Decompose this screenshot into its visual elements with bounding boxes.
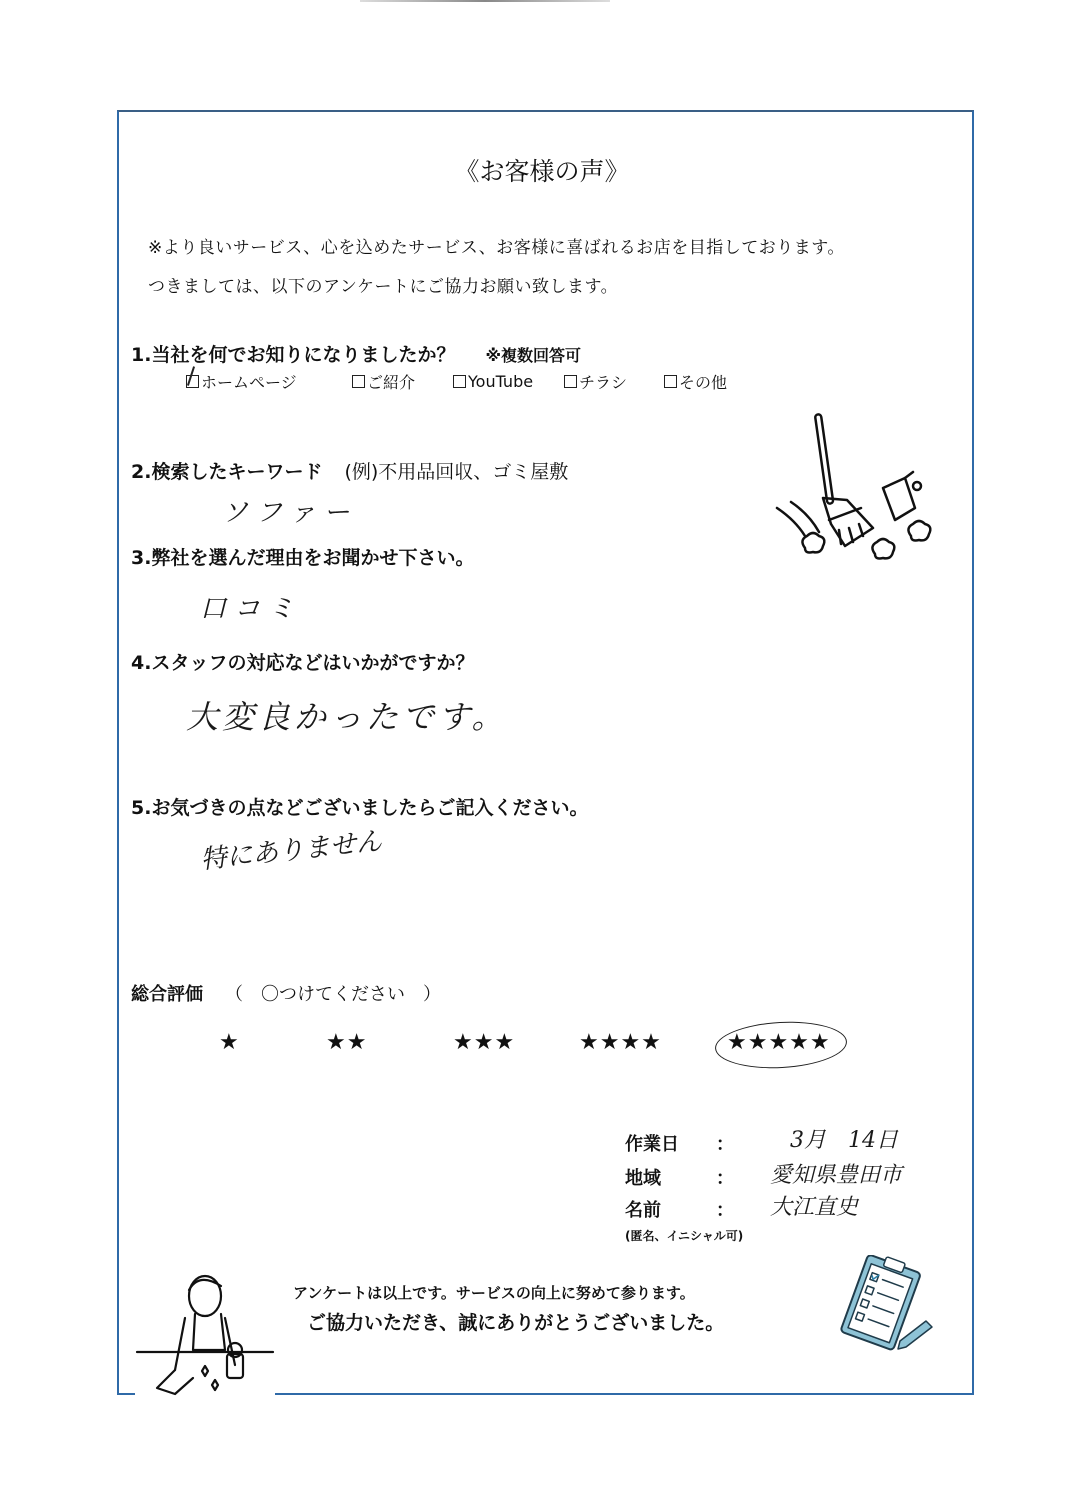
question-3: [131, 543, 474, 570]
question-2-number: 2.: [131, 461, 152, 483]
anonymous-note: (匿名、イニシャル可): [625, 1229, 744, 1243]
question-4: [131, 648, 474, 675]
rating-1-star[interactable]: ★: [219, 1030, 240, 1055]
checkbox-icon[interactable]: [664, 375, 677, 388]
question-2-text: 検索したキーワード: [151, 461, 323, 483]
intro-line-2: つきましては、以下のアンケートにご協力お願い致します。: [148, 277, 619, 297]
question-5-text: お気づきの点などございましたらご記入ください。: [151, 797, 589, 819]
rating-5-stars[interactable]: ★★★★★: [727, 1030, 831, 1055]
rating-3-stars[interactable]: ★★★: [453, 1030, 516, 1055]
frame-bottom-right: [275, 1393, 974, 1395]
question-1-number: 1.: [131, 344, 152, 366]
work-date-value[interactable]: 3月 14日: [790, 1128, 898, 1153]
option-other[interactable]: [664, 370, 727, 393]
checkbox-icon[interactable]: [352, 375, 365, 388]
checkbox-icon[interactable]: [564, 375, 577, 388]
rating-4-stars[interactable]: ★★★★: [579, 1030, 662, 1055]
option-label: YouTube: [468, 372, 534, 391]
question-5: [131, 793, 588, 820]
question-1-text: 当社を何でお知りになりましたか？: [151, 344, 456, 366]
option-label: チラシ: [579, 373, 628, 392]
answer-5-handwritten[interactable]: 特にありません: [199, 826, 384, 876]
page-title: 《お客様の声》: [454, 157, 630, 186]
question-3-text: 弊社を選んだ理由をお聞かせ下さい。: [151, 547, 475, 569]
broom-dustpan-icon: [765, 408, 940, 568]
closing-line-1: アンケートは以上です。サービスの向上に努めて参ります。: [293, 1284, 695, 1302]
question-1-note: ※複数回答可: [485, 346, 582, 365]
question-4-number: 4.: [131, 652, 152, 674]
intro-line-1: ※より良いサービス、心を込めたサービス、お客様に喜ばれるお店を目指しております。: [148, 238, 845, 258]
question-4-text: スタッフの対応などはいかがですか？: [151, 652, 475, 674]
option-referral[interactable]: [352, 370, 453, 393]
rating-2-stars[interactable]: ★★: [326, 1030, 368, 1055]
checkbox-checked-icon[interactable]: [186, 375, 199, 388]
question-1: [131, 340, 581, 367]
question-5-number: 5.: [131, 797, 152, 819]
option-flyer[interactable]: [564, 370, 664, 393]
answer-2-handwritten[interactable]: ソファー: [222, 498, 358, 528]
answer-4-handwritten[interactable]: 大変良かったです。: [186, 698, 508, 736]
scan-edge: [360, 0, 610, 2]
region-value[interactable]: 愛知県豊田市: [770, 1163, 903, 1188]
work-date-label: 作業日: [625, 1134, 679, 1155]
rating-instruction: （ 〇つけてください ）: [225, 984, 441, 1005]
frame-bottom-left: [117, 1393, 135, 1395]
question-2-example: (例)不用品回収、ゴミ屋敷: [344, 461, 569, 483]
colon: ：: [716, 1134, 734, 1155]
person-cleaning-table-icon: [135, 1270, 280, 1400]
option-label: その他: [679, 373, 728, 392]
colon: ：: [716, 1168, 734, 1189]
closing-line-2: ご協力いただき、誠にありがとうございました。: [307, 1312, 725, 1334]
option-youtube[interactable]: [453, 370, 564, 393]
checkbox-icon[interactable]: [453, 375, 466, 388]
question-3-number: 3.: [131, 547, 152, 569]
name-label: 名前: [625, 1200, 661, 1221]
option-label: ご紹介: [367, 373, 416, 392]
clipboard-checklist-icon: [830, 1255, 940, 1355]
rating-title: 総合評価: [131, 984, 203, 1005]
option-label: ホームページ: [201, 373, 297, 392]
colon: ：: [716, 1200, 734, 1221]
answer-3-handwritten[interactable]: 口コミ: [200, 594, 303, 624]
question-1-options: [186, 370, 727, 393]
overall-rating-label: [131, 980, 441, 1006]
option-homepage[interactable]: [186, 370, 352, 393]
question-2: [131, 457, 568, 484]
region-label: 地域: [625, 1168, 661, 1189]
name-value[interactable]: 大江直史: [770, 1195, 859, 1220]
